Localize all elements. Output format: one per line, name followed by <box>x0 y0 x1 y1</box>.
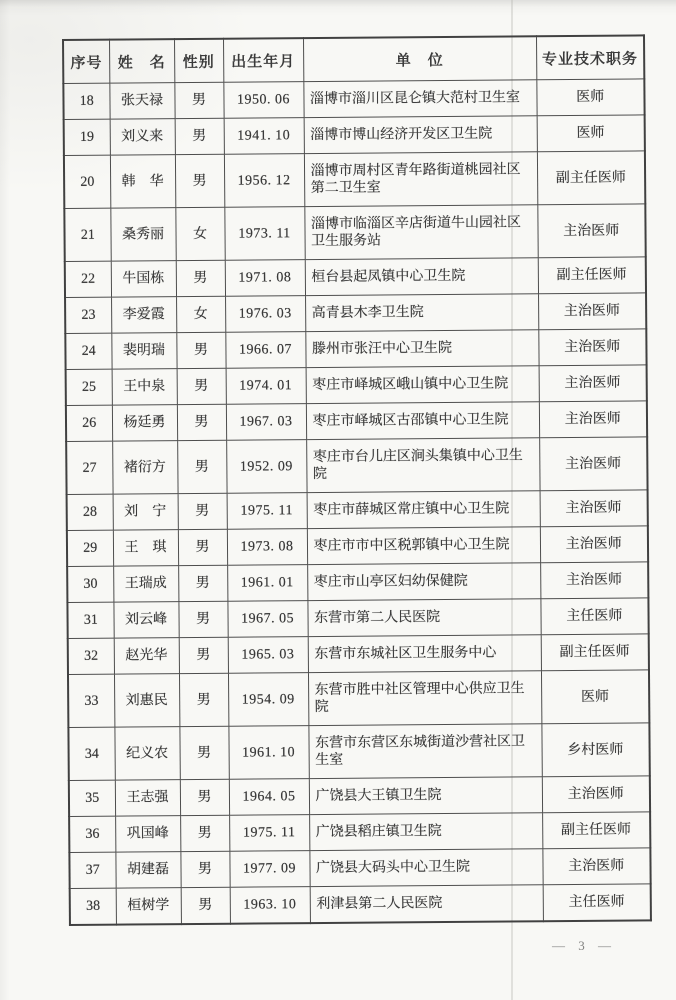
cell-gender: 男 <box>178 529 227 565</box>
cell-birth: 1963. 10 <box>230 887 310 924</box>
table-row <box>69 848 650 889</box>
cell-index: 23 <box>65 297 111 333</box>
cell-title: 主治医师 <box>540 562 648 599</box>
cell-name: 胡建磊 <box>115 852 180 889</box>
cell-index: 25 <box>66 369 112 405</box>
table-row <box>65 329 646 370</box>
cell-gender: 男 <box>179 673 228 726</box>
cell-title: 主任医师 <box>543 884 651 921</box>
cell-index: 26 <box>66 405 112 441</box>
table-row <box>64 204 645 262</box>
cell-name: 巩国峰 <box>115 816 180 853</box>
cell-name: 赵光华 <box>114 638 179 675</box>
cell-name: 刘惠民 <box>114 674 179 728</box>
header-row <box>63 35 644 83</box>
cell-title: 主治医师 <box>539 437 647 491</box>
table-row <box>68 723 649 781</box>
cell-gender: 男 <box>180 851 229 887</box>
cell-birth: 1977. 09 <box>229 851 309 888</box>
cell-index: 36 <box>69 816 115 852</box>
cell-name: 王 琪 <box>113 530 178 567</box>
table-row <box>63 79 644 120</box>
cell-gender: 男 <box>181 887 230 924</box>
cell-title: 医师 <box>541 670 649 724</box>
column-header-index: 序号 <box>63 40 109 84</box>
cell-index: 38 <box>70 888 116 925</box>
table-row <box>66 365 647 406</box>
cell-gender: 男 <box>175 118 224 154</box>
cell-birth: 1956. 12 <box>224 154 304 208</box>
cell-gender: 男 <box>177 368 226 404</box>
cell-name: 刘 宁 <box>113 494 178 531</box>
cell-org: 淄博市周村区青年路街道桃园社区第二卫生室 <box>304 152 537 207</box>
cell-org: 滕州市张汪中心卫生院 <box>305 330 538 368</box>
table-row <box>64 151 645 209</box>
cell-birth: 1974. 01 <box>226 368 306 405</box>
cell-org: 广饶县稻庄镇卫生院 <box>309 813 542 851</box>
cell-name: 张天禄 <box>109 83 174 120</box>
cell-name: 韩 华 <box>110 155 175 209</box>
cell-gender: 男 <box>180 779 229 815</box>
cell-org: 枣庄市薛城区常庄镇中心卫生院 <box>307 491 540 529</box>
cell-gender: 男 <box>176 260 225 296</box>
roster-table <box>62 34 652 926</box>
cell-name: 李爱霞 <box>111 297 176 334</box>
cell-name: 纪义农 <box>114 727 179 781</box>
cell-index: 24 <box>65 333 111 369</box>
table-row <box>70 884 651 925</box>
cell-name: 刘义来 <box>110 119 175 156</box>
cell-org: 枣庄市峄城区峨山镇中心卫生院 <box>306 366 539 404</box>
cell-birth: 1954. 09 <box>228 673 308 727</box>
cell-title: 乡村医师 <box>541 723 649 777</box>
table-row <box>69 812 650 853</box>
cell-birth: 1975. 11 <box>229 815 309 852</box>
cell-org: 高青县木李卫生院 <box>305 294 538 332</box>
cell-title: 主任医师 <box>540 598 648 635</box>
cell-title: 主治医师 <box>542 848 650 885</box>
cell-birth: 1973. 08 <box>227 529 307 566</box>
table-row <box>66 437 647 495</box>
cell-index: 19 <box>64 119 110 155</box>
cell-org: 淄博市博山经济开发区卫生院 <box>304 116 537 154</box>
cell-gender: 男 <box>175 154 224 207</box>
cell-index: 30 <box>67 566 113 602</box>
cell-title: 医师 <box>537 115 645 152</box>
cell-title: 主治医师 <box>539 401 647 438</box>
cell-gender: 男 <box>176 332 225 368</box>
column-header-birth: 出生年月 <box>223 38 303 82</box>
roster-table-body <box>63 79 651 925</box>
cell-title: 副主任医师 <box>542 812 650 849</box>
table-row <box>65 293 646 334</box>
cell-name: 王瑞成 <box>113 566 178 603</box>
cell-org: 东营市东营区东城街道沙营社区卫生室 <box>308 724 541 779</box>
table-row <box>68 634 649 675</box>
cell-name: 王中泉 <box>112 369 177 406</box>
cell-index: 31 <box>67 602 113 638</box>
cell-gender: 男 <box>178 601 227 637</box>
cell-gender: 男 <box>179 726 228 779</box>
cell-index: 33 <box>68 674 114 727</box>
cell-name: 王志强 <box>115 780 180 817</box>
cell-index: 32 <box>68 638 114 674</box>
table-row <box>67 598 648 639</box>
cell-gender: 男 <box>174 82 223 118</box>
cell-index: 20 <box>64 155 110 208</box>
cell-title: 副主任医师 <box>538 257 646 294</box>
cell-birth: 1952. 09 <box>226 440 306 494</box>
cell-index: 27 <box>66 441 112 494</box>
cell-name: 桓树学 <box>116 888 181 925</box>
cell-gender: 男 <box>179 637 228 673</box>
cell-birth: 1967. 03 <box>226 404 306 441</box>
table-row <box>68 670 649 728</box>
cell-name: 杨廷勇 <box>112 405 177 442</box>
cell-birth: 1976. 03 <box>225 296 305 333</box>
cell-gender: 男 <box>178 493 227 529</box>
table-row <box>67 562 648 603</box>
table-row <box>67 526 648 567</box>
cell-org: 广饶县大码头中心卫生院 <box>309 849 542 887</box>
cell-gender: 男 <box>177 404 226 440</box>
cell-title: 主治医师 <box>537 204 645 258</box>
cell-title: 主治医师 <box>542 776 650 813</box>
cell-org: 枣庄市台儿庄区涧头集镇中心卫生院 <box>306 438 539 493</box>
cell-birth: 1971. 08 <box>225 260 305 297</box>
cell-name: 裴明瑞 <box>111 333 176 370</box>
cell-org: 桓台县起凤镇中心卫生院 <box>305 258 538 296</box>
cell-gender: 男 <box>180 815 229 851</box>
cell-name: 牛国栋 <box>111 261 176 298</box>
cell-name: 刘云峰 <box>113 602 178 639</box>
cell-title: 副主任医师 <box>537 151 645 205</box>
cell-birth: 1975. 11 <box>227 493 307 530</box>
table-row <box>67 490 648 531</box>
page-number: — 3 — <box>552 938 616 953</box>
cell-birth: 1941. 10 <box>224 118 304 155</box>
cell-title: 医师 <box>536 79 644 116</box>
cell-org: 广饶县大王镇卫生院 <box>309 777 542 815</box>
column-header-org: 单 位 <box>303 36 536 81</box>
cell-index: 22 <box>65 261 111 297</box>
cell-gender: 男 <box>177 440 226 493</box>
table-row <box>64 115 645 156</box>
cell-org: 利津县第二人民医院 <box>310 885 543 923</box>
column-header-name: 姓 名 <box>109 39 174 83</box>
cell-gender: 女 <box>176 296 225 332</box>
cell-index: 29 <box>67 530 113 566</box>
cell-org: 东营市第二人民医院 <box>307 599 540 637</box>
cell-index: 35 <box>69 780 115 816</box>
cell-title: 主治医师 <box>538 329 646 366</box>
cell-org: 枣庄市市中区税郭镇中心卫生院 <box>307 527 540 565</box>
cell-birth: 1966. 07 <box>225 332 305 369</box>
cell-org: 淄博市临淄区辛店街道牛山园社区卫生服务站 <box>304 205 537 260</box>
cell-org: 枣庄市峄城区古邵镇中心卫生院 <box>306 402 539 440</box>
table-row <box>65 257 646 298</box>
cell-birth: 1973. 11 <box>224 207 304 261</box>
cell-gender: 女 <box>175 207 224 260</box>
column-header-title: 专业技术职务 <box>536 35 644 79</box>
cell-birth: 1964. 05 <box>229 779 309 816</box>
cell-birth: 1950. 06 <box>223 82 303 119</box>
table-row <box>66 401 647 442</box>
cell-index: 34 <box>68 727 114 780</box>
cell-title: 副主任医师 <box>541 634 649 671</box>
table-row <box>69 776 650 817</box>
cell-org: 东营市东城社区卫生服务中心 <box>308 635 541 673</box>
cell-index: 37 <box>69 852 115 888</box>
cell-org: 淄博市淄川区昆仑镇大范村卫生室 <box>303 80 536 118</box>
cell-index: 21 <box>64 208 110 261</box>
cell-title: 主治医师 <box>539 365 647 402</box>
cell-title: 主治医师 <box>540 490 648 527</box>
cell-title: 主治医师 <box>538 293 646 330</box>
cell-org: 东营市胜中社区管理中心供应卫生院 <box>308 671 541 726</box>
cell-birth: 1967. 05 <box>227 601 307 638</box>
cell-name: 桑秀丽 <box>110 208 175 262</box>
cell-index: 28 <box>67 494 113 530</box>
cell-birth: 1961. 01 <box>227 565 307 602</box>
cell-title: 主治医师 <box>540 526 648 563</box>
roster-table-container <box>62 34 652 926</box>
column-header-gender: 性别 <box>174 39 223 83</box>
cell-index: 18 <box>63 83 109 119</box>
cell-birth: 1965. 03 <box>228 637 308 674</box>
cell-gender: 男 <box>178 565 227 601</box>
cell-name: 褚衍方 <box>112 441 177 495</box>
cell-birth: 1961. 10 <box>228 726 308 780</box>
cell-org: 枣庄市山亭区妇幼保健院 <box>307 563 540 601</box>
